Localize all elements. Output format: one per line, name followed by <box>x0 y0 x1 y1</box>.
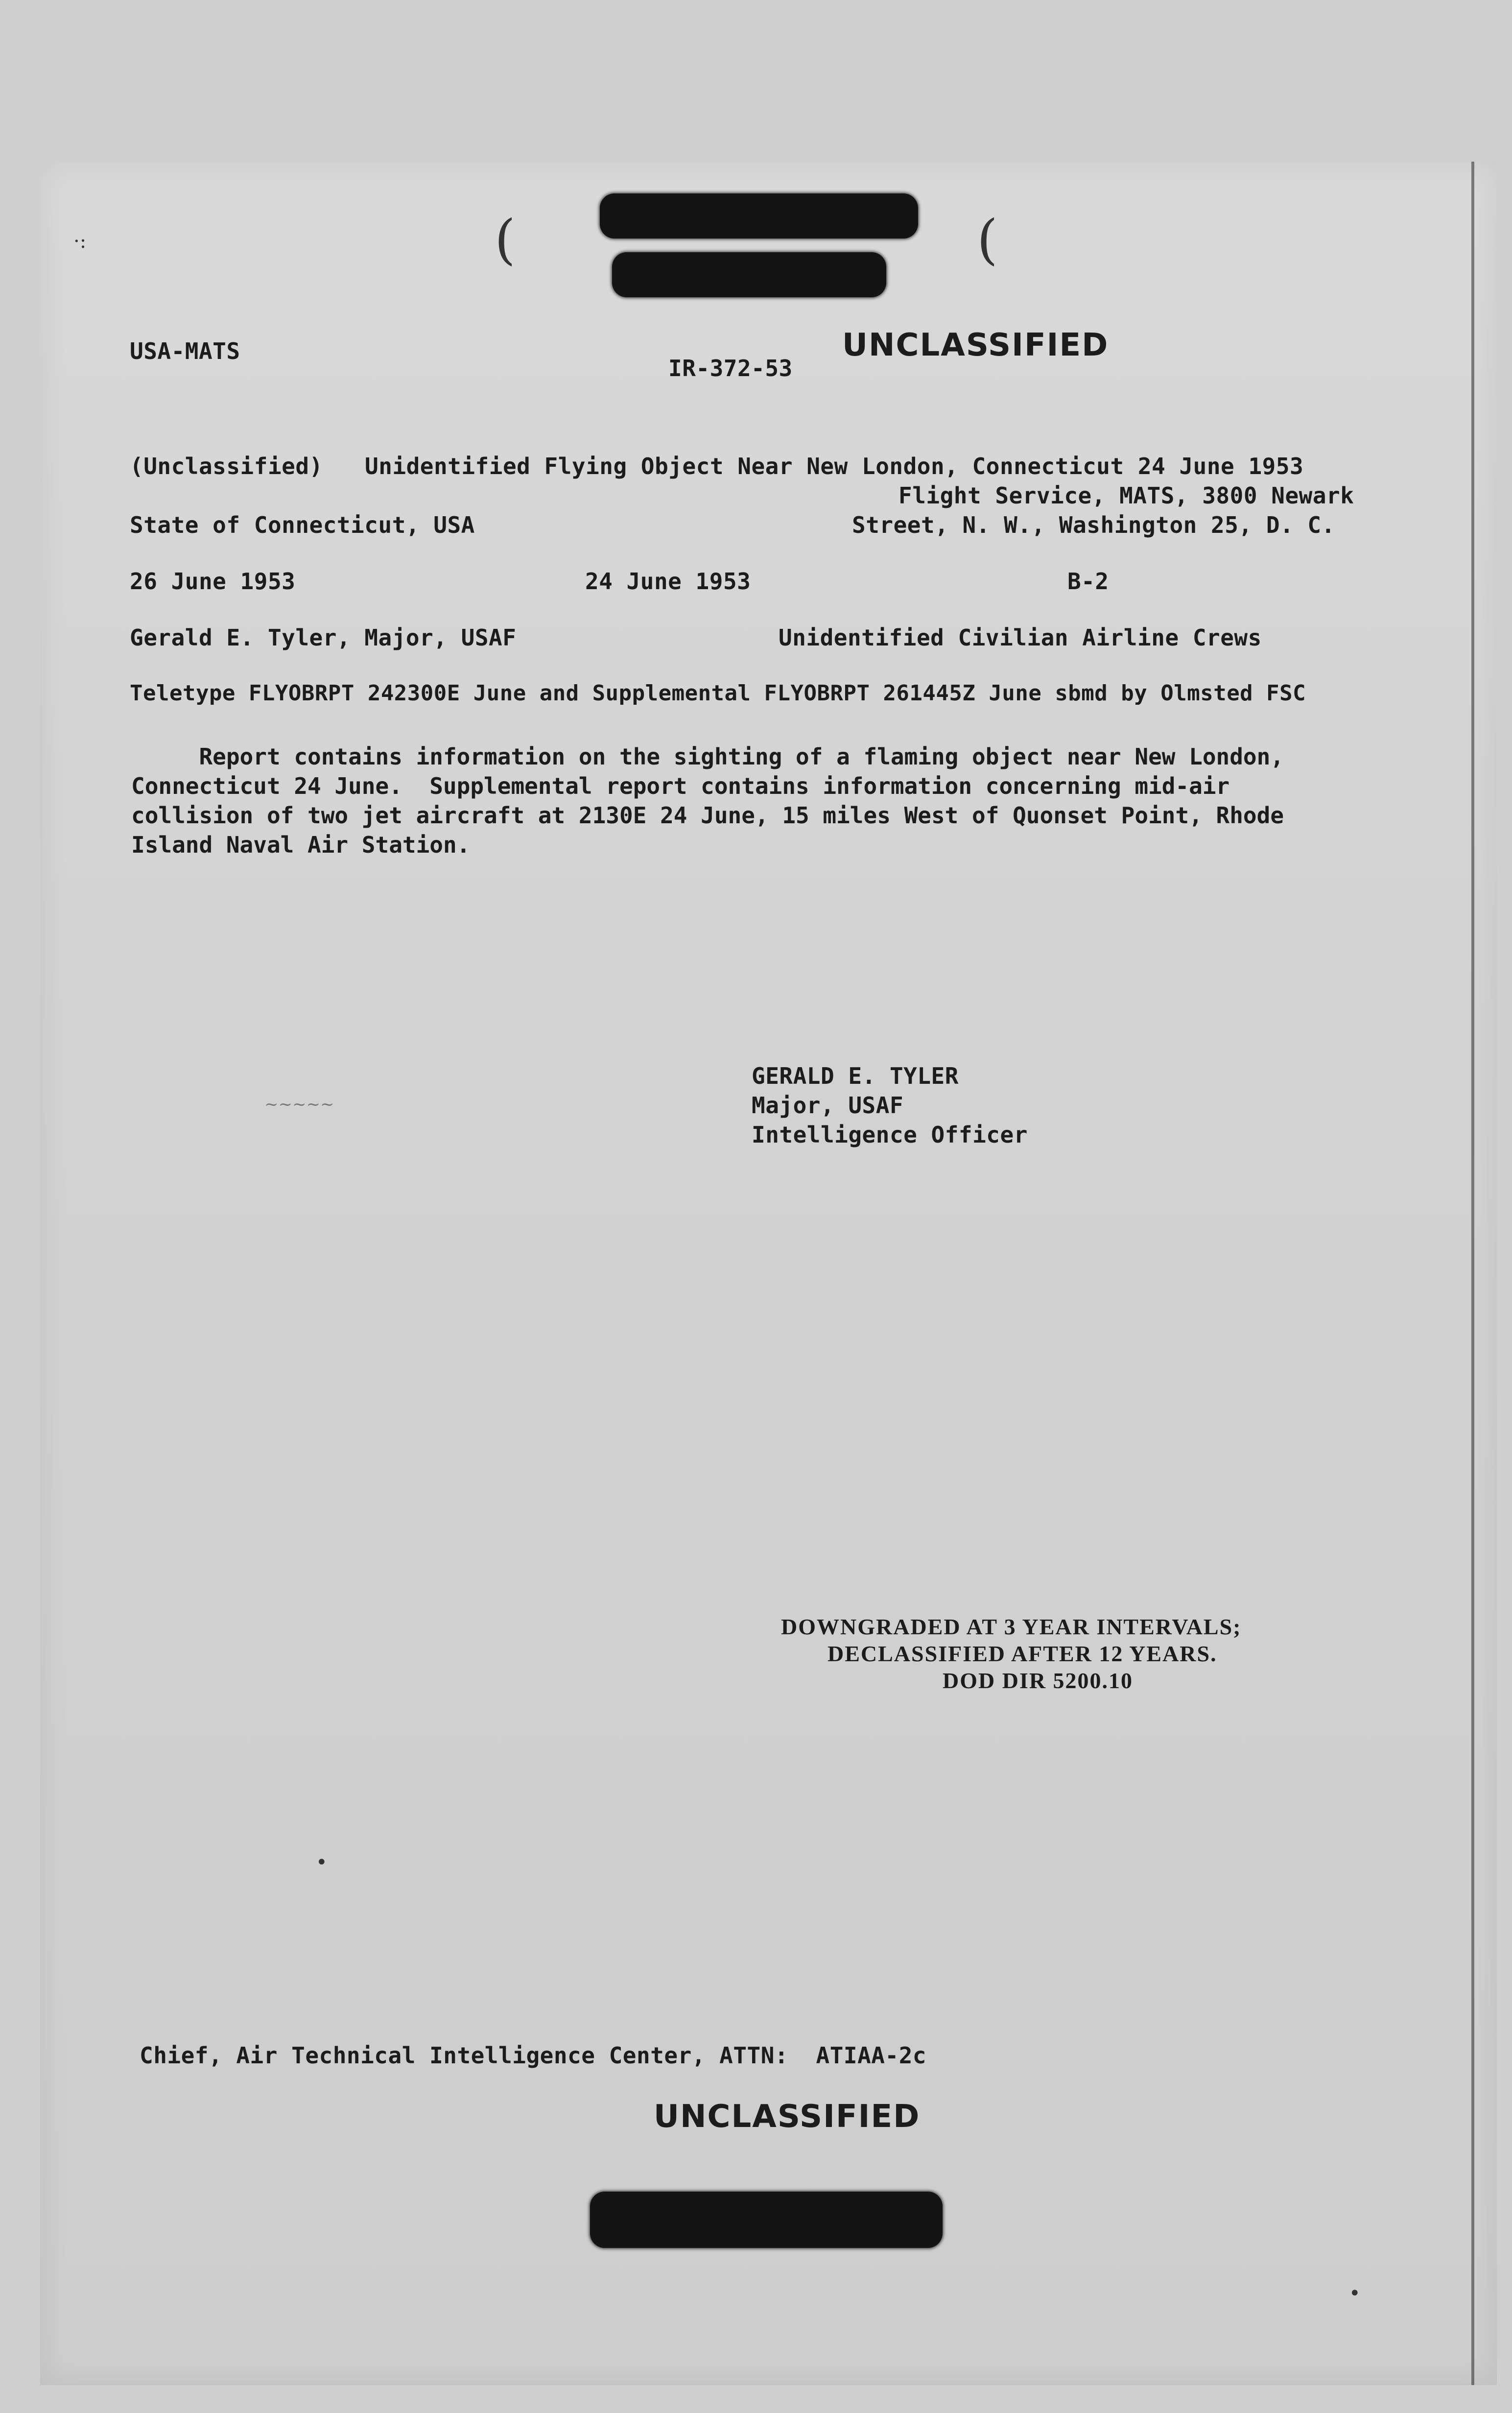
classification-stamp-bottom: UNCLASSIFIED <box>654 2099 921 2135</box>
paren-mark-left: ( <box>495 208 516 271</box>
redaction-bar-bottom <box>590 2192 943 2248</box>
subject-title: Unidentified Flying Object Near New London, Connecticut 24 June 1953 <box>365 453 1304 479</box>
redaction-bar-top <box>600 193 918 239</box>
location: State of Connecticut, USA <box>130 512 475 538</box>
paren-mark-right: ( <box>977 208 998 271</box>
subject-classification: (Unclassified) <box>130 453 323 479</box>
summary-paragraph <box>131 742 1414 860</box>
scan-speck: ·: <box>73 230 87 253</box>
evaluation: B-2 <box>1067 568 1109 595</box>
page-edge-shadow <box>1471 162 1474 2385</box>
downgrade-line3: DOD DIR 5200.10 <box>943 1668 1134 1693</box>
summary-line: Connecticut 24 June. Supplemental report contains information concerning mid-air <box>131 773 1230 799</box>
classification-stamp-top: UNCLASSIFIED <box>842 327 1109 363</box>
faint-scribble: ~~~~~ <box>264 1095 334 1114</box>
distribution: Chief, Air Technical Intelligence Center, ATTN: ATIAA-2c <box>140 2042 927 2069</box>
redaction-bar-top-2 <box>612 252 886 297</box>
info-date: 24 June 1953 <box>585 568 751 595</box>
report-number: IR-372-53 <box>668 355 793 382</box>
downgrade-line1: DOWNGRADED AT 3 YEAR INTERVALS; <box>781 1614 1242 1639</box>
downgrade-line2: DECLASSIFIED AFTER 12 YEARS. <box>827 1641 1217 1666</box>
scan-speck: • <box>316 1851 328 1874</box>
from-org-line2: Street, N. W., Washington 25, D. C. <box>852 512 1335 538</box>
summary-line: collision of two jet aircraft at 2130E 24 June, 15 miles West of Quonset Point, Rhode <box>131 802 1284 829</box>
summary-line: Island Naval Air Station. <box>131 832 471 858</box>
prepared-by: Gerald E. Tyler, Major, USAF <box>130 624 517 651</box>
report-date: 26 June 1953 <box>130 568 296 595</box>
summary-line: Report contains information on the sighting of a flaming object near New London, <box>131 743 1284 770</box>
scan-speck: • <box>1349 2282 1361 2305</box>
references: Teletype FLYOBRPT 242300E June and Supplemental FLYOBRPT 261445Z June sbmd by Olmsted FSC <box>130 681 1306 706</box>
signature-rank: Major, USAF <box>752 1092 904 1119</box>
signature-title: Intelligence Officer <box>752 1122 1028 1148</box>
agency-label: USA-MATS <box>130 338 240 364</box>
signature-name: GERALD E. TYLER <box>752 1063 959 1089</box>
source: Unidentified Civilian Airline Crews <box>779 624 1262 651</box>
from-org-line1: Flight Service, MATS, 3800 Newark <box>898 482 1354 509</box>
